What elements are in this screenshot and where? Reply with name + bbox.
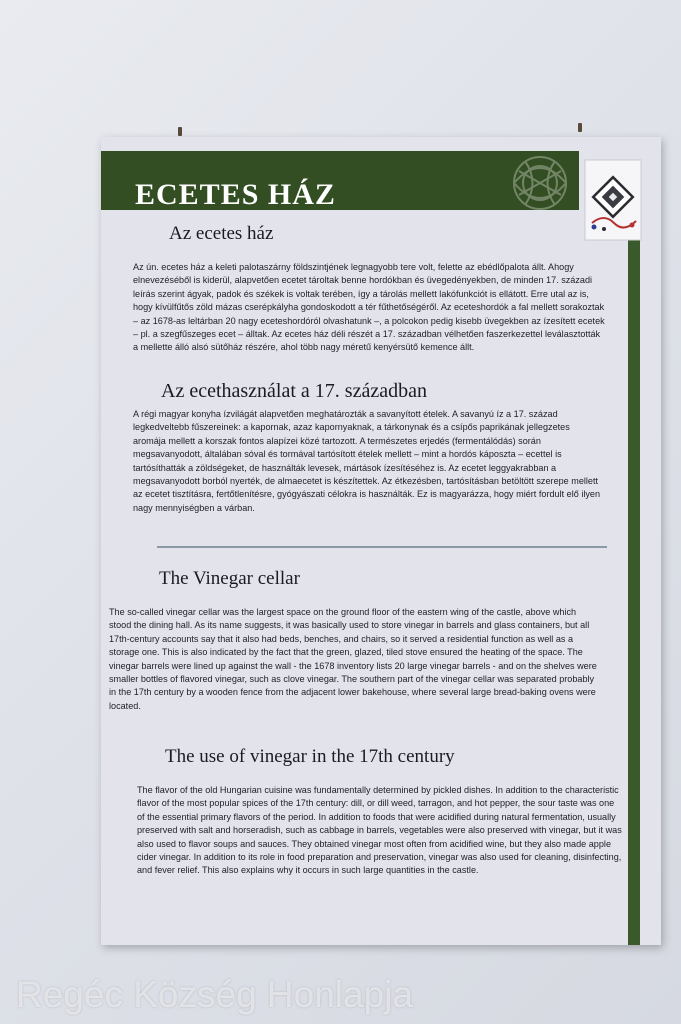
mounting-pin <box>578 123 582 132</box>
section-paragraph: The flavor of the old Hungarian cuisine was fundamentally determined by pickled dishes. In addition to the characteristic flavor of the most popular spices of the 17th century: dill, or dill weed, tarragon, and hot pepper, the sour taste was one of the essential primary flavors of the period. In addition to foods that were acidified during natural fermentation, usually preserved with salt and horseradish, such as cabbage in barrels, vegetables were also preserved with vinegar, but it was also used to flavor soups and sauces. They obtained vinegar most often from acidified wine, but they also made apple cider vinegar. In addition to its role in food preparation and preservation, vinegar was also used for cleaning, disinfecting, and fever relief. This also explains why it occurs in such large quantities in the castle. <box>137 785 622 876</box>
section-heading: Az ecetes ház <box>169 223 274 244</box>
section-paragraph: Az ún. ecetes ház a keleti palotaszárny földszintjének legnagyobb tere volt, felette az ebédlőpalota állt. Ahogy elnevezéséből is kiderül, alapvetően ecetet tároltak benne hordókban és üvegedényekben, de minden 17. századi leírás szerint ágyak, padok és székek is voltak terében, így a tárolás mellett lakófunkciót is ellátott. Erre utal az is, hogy kívülfűtős zöld mázas cserépkályha gondoskodott a tér fűthetőségéről. Az eceteshordók a fal mellett sorakoztak – az 1678-as leltárban 20 nagy eceteshordóról olvashatunk –, a polcokon pedig kisebb üvegekben az ízesített ecetek – pl. a szegfűszeges ecet – álltak. Az ecetes ház déli részét a 17. században vélhetően faszerkezettel leválasztották a mellette álló alsó sütőház részére, ahol több nagy méretű kenyérsütő kemence állt. <box>133 262 605 353</box>
section-heading: Az ecethasználat a 17. században <box>161 380 427 402</box>
side-accent-bar <box>628 210 640 945</box>
section-heading: The Vinegar cellar <box>159 568 300 589</box>
information-sign <box>101 137 661 945</box>
section-paragraph: A régi magyar konyha ízvilágát alapvetően meghatározták a savanyított ételek. A savanyú íz a 17. század legkedveltebb fűszereinek: a kapornak, azaz kapornyaknak, a tárkonynak és a csípős paprikának jellegzetes aromája mellett a korszak fontos alapízei közé tartozott. A természetes erjedés (fermentálódás) során megsavanyodott, általában sóval és tormával tartósított ételek mellett – mint a hordós káposzta – ecettel is tartósíthatták a zöldségeket, de használták levesek, mártások ízesítéséhez is. Az ecetet leggyakrabban a megsavanyodott borból nyerték, de almaecetet is készítettek. Az étkezésben, tartósításban betöltött szerepe mellett az ecetet tisztításra, fertőtlenítésre, gyógyászati célokra is használták. Ez is magyarázza, hogy miért fordult elő ilyen nagy mennyiségben a várban. <box>133 409 601 513</box>
section-paragraph: The so-called vinegar cellar was the largest space on the ground floor of the eastern wing of the castle, above which stood the dining hall. As its name suggests, it was basically used to store vinegar in barrels and glass containers, but all 17th-century accounts say that it also had beds, benches, and chairs, so it served a residential function as well as a storage one. This is also indicated by the fact that the green, glazed, tiled stove ensured the heating of the space. The vinegar barrels were lined up against the wall - the 1678 inventory lists 20 large vinegar barrels - and on the shelves were smaller bottles of flavored vinegar, such as clove vinegar. The southern part of the vinegar cellar was separated probably in the 17th century by a wooden fence from the adjacent lower bakehouse, where several large bread-baking ovens were located. <box>109 607 597 711</box>
celtic-knot-ornament-icon <box>485 147 595 211</box>
sign-title: ECETES HÁZ <box>135 178 336 211</box>
site-watermark: Regéc Község Honlapja <box>16 974 413 1015</box>
language-divider <box>157 546 607 548</box>
coat-of-arms-seal-icon <box>584 159 642 241</box>
section-heading: The use of vinegar in the 17th century <box>165 746 455 767</box>
mounting-pin <box>178 127 182 136</box>
